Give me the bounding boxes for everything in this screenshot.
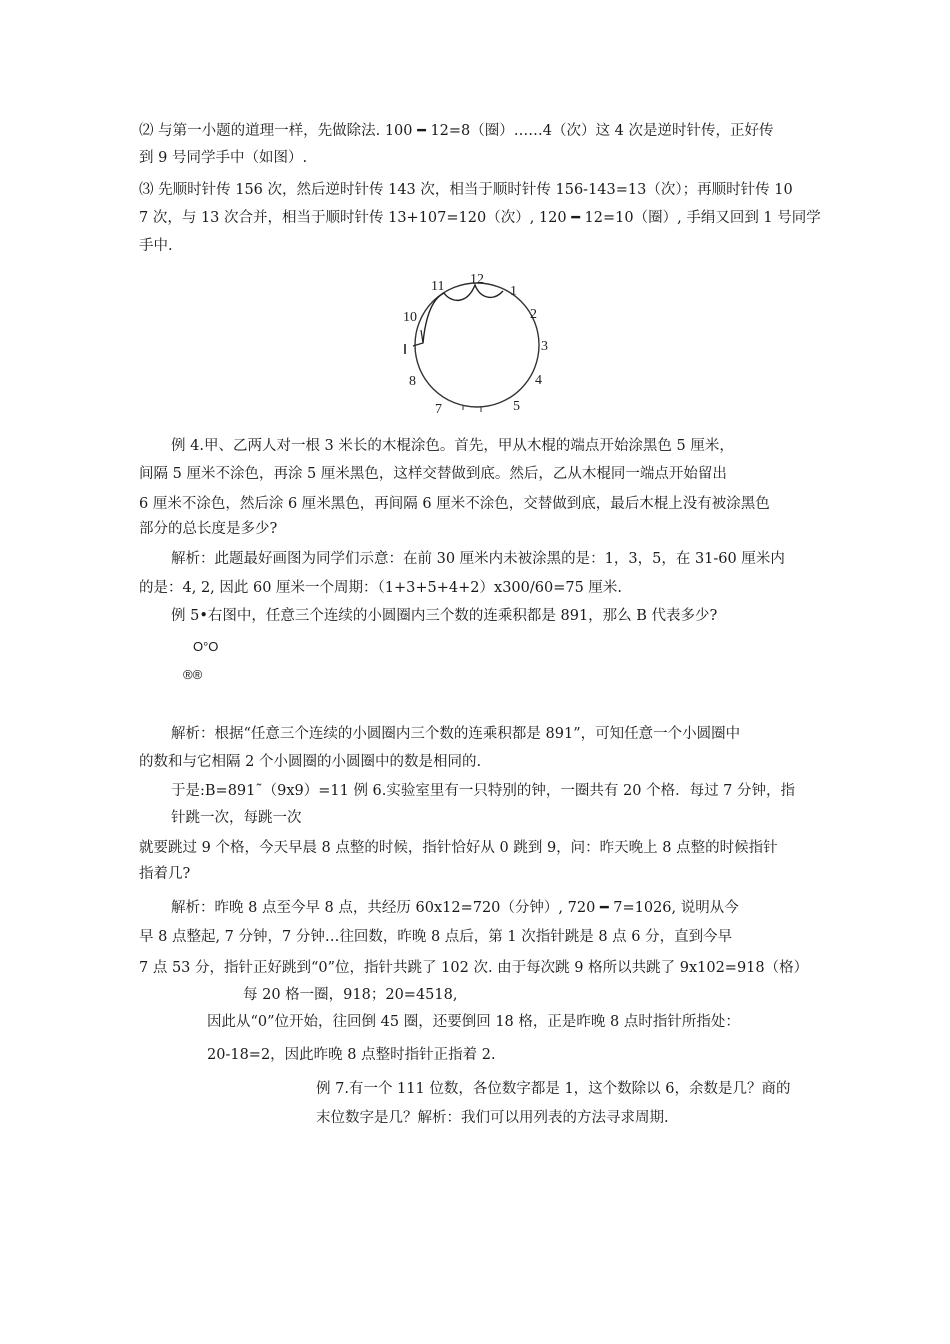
text-line: 指着几?: [139, 866, 191, 882]
text-line: 末位数字是几？解析：我们可以用列表的方法寻求周期.: [316, 1110, 669, 1126]
clock-label: 4: [535, 373, 542, 388]
clock-label: 11: [431, 279, 445, 294]
text-line: 部分的总长度是多少?: [139, 521, 278, 537]
text-line: 针跳一次，每跳一次: [171, 810, 302, 826]
text-line: 间隔 5 厘米不涂色，再涂 5 厘米黑色，这样交替做到底。然后，乙从木棍同一端点开始留出: [139, 466, 727, 482]
clock-label: 8: [409, 374, 416, 389]
clock-label: 10: [403, 310, 417, 325]
text-line: 7 次，与 13 次合并，相当于顺时针传 13+107=120（次）, 120 ━ 12=10（圈）, 手绢又回到 1 号同学: [139, 210, 821, 226]
text-line: 20-18=2，因此昨晚 8 点整时指针正指着 2.: [207, 1047, 496, 1063]
text-line: 7 点 53 分，指针正好跳到“0”位，指针共跳了 102 次. 由于每次跳 9 格所以共跳了 9x102=918（格）: [139, 960, 809, 976]
text-line: 到 9 号同学手中（如图）.: [139, 150, 308, 166]
text-line: 每 20 格一圈，918；20=4518,: [243, 987, 458, 1003]
clock-label: 12: [470, 272, 484, 287]
text-line: 例 5•右图中，任意三个连续的小圆圈内三个数的连乘积都是 891，那么 B 代表多少?: [171, 608, 718, 624]
clock-label: 1: [510, 284, 517, 299]
text-line: 于是:B=891˜（9x9）=11 例 6.实验室里有一只特别的钟，一圈共有 20 个格．每过 7 分钟，指: [171, 783, 796, 799]
text-line: 因此从“0”位开始，往回倒 45 圈，还要倒回 18 格，正是昨晚 8 点时指针所指处：: [207, 1014, 740, 1030]
text-line: 6 厘米不涂色，然后涂 6 厘米黑色，再间隔 6 厘米不涂色，交替做到底，最后木棍上没有被涂黑色: [139, 496, 770, 512]
clock-label: 5: [513, 399, 520, 414]
text-line: 手中.: [139, 238, 173, 254]
text-line: 解析：根据“任意三个连续的小圆圈内三个数的连乘积都是 891”，可知任意一个小圆圈中: [171, 726, 741, 742]
clock-diagram: [385, 270, 575, 420]
text-line: 解析：此题最好画图为同学们示意：在前 30 厘米内未被涂黑的是：1，3，5，在 31-60 厘米内: [171, 551, 785, 567]
clock-label: 3: [541, 339, 548, 354]
text-line: 的是：4, 2, 因此 60 厘米一个周期：（1+3+5+4+2）x300/60=75 厘米.: [139, 580, 623, 596]
text-line: 例 4.甲、乙两人对一根 3 米长的木棍涂色。首先，甲从木棍的端点开始涂黑色 5 厘米，: [171, 438, 734, 454]
text-line: ⑵ 与第一小题的道理一样，先做除法. 100 ━ 12=8（圈）……4（次）这 4 次是逆时针传，正好传: [139, 123, 774, 139]
text-line: 例 7.有一个 111 位数，各位数字都是 1，这个数除以 6，余数是几？商的: [316, 1081, 791, 1097]
text-line: 解析：昨晚 8 点至今早 8 点，共经历 60x12=720（分钟）, 720 ━ 7=1026, 说明从今: [171, 900, 739, 916]
text-line: 早 8 点整起, 7 分钟，7 分钟…往回数，昨晚 8 点后，第 1 次指针跳是 8 点 6 分，直到今早: [139, 929, 733, 945]
figure-text: O°O: [193, 639, 219, 654]
clock-label: 2: [530, 307, 537, 322]
text-line: 的数和与它相隔 2 个小圆圈的小圆圈中的数是相同的.: [139, 754, 482, 770]
figure-text: ®®: [183, 667, 203, 682]
clock-label: 7: [435, 402, 442, 417]
text-line: ⑶ 先顺时针传 156 次，然后逆时针传 143 次，相当于顺时针传 156-143=13（次）；再顺时针传 10: [139, 182, 793, 198]
text-line: 就要跳过 9 个格，今天早晨 8 点整的时候，指针恰好从 0 跳到 9，问：昨天晚上 8 点整的时候指针: [139, 840, 778, 856]
